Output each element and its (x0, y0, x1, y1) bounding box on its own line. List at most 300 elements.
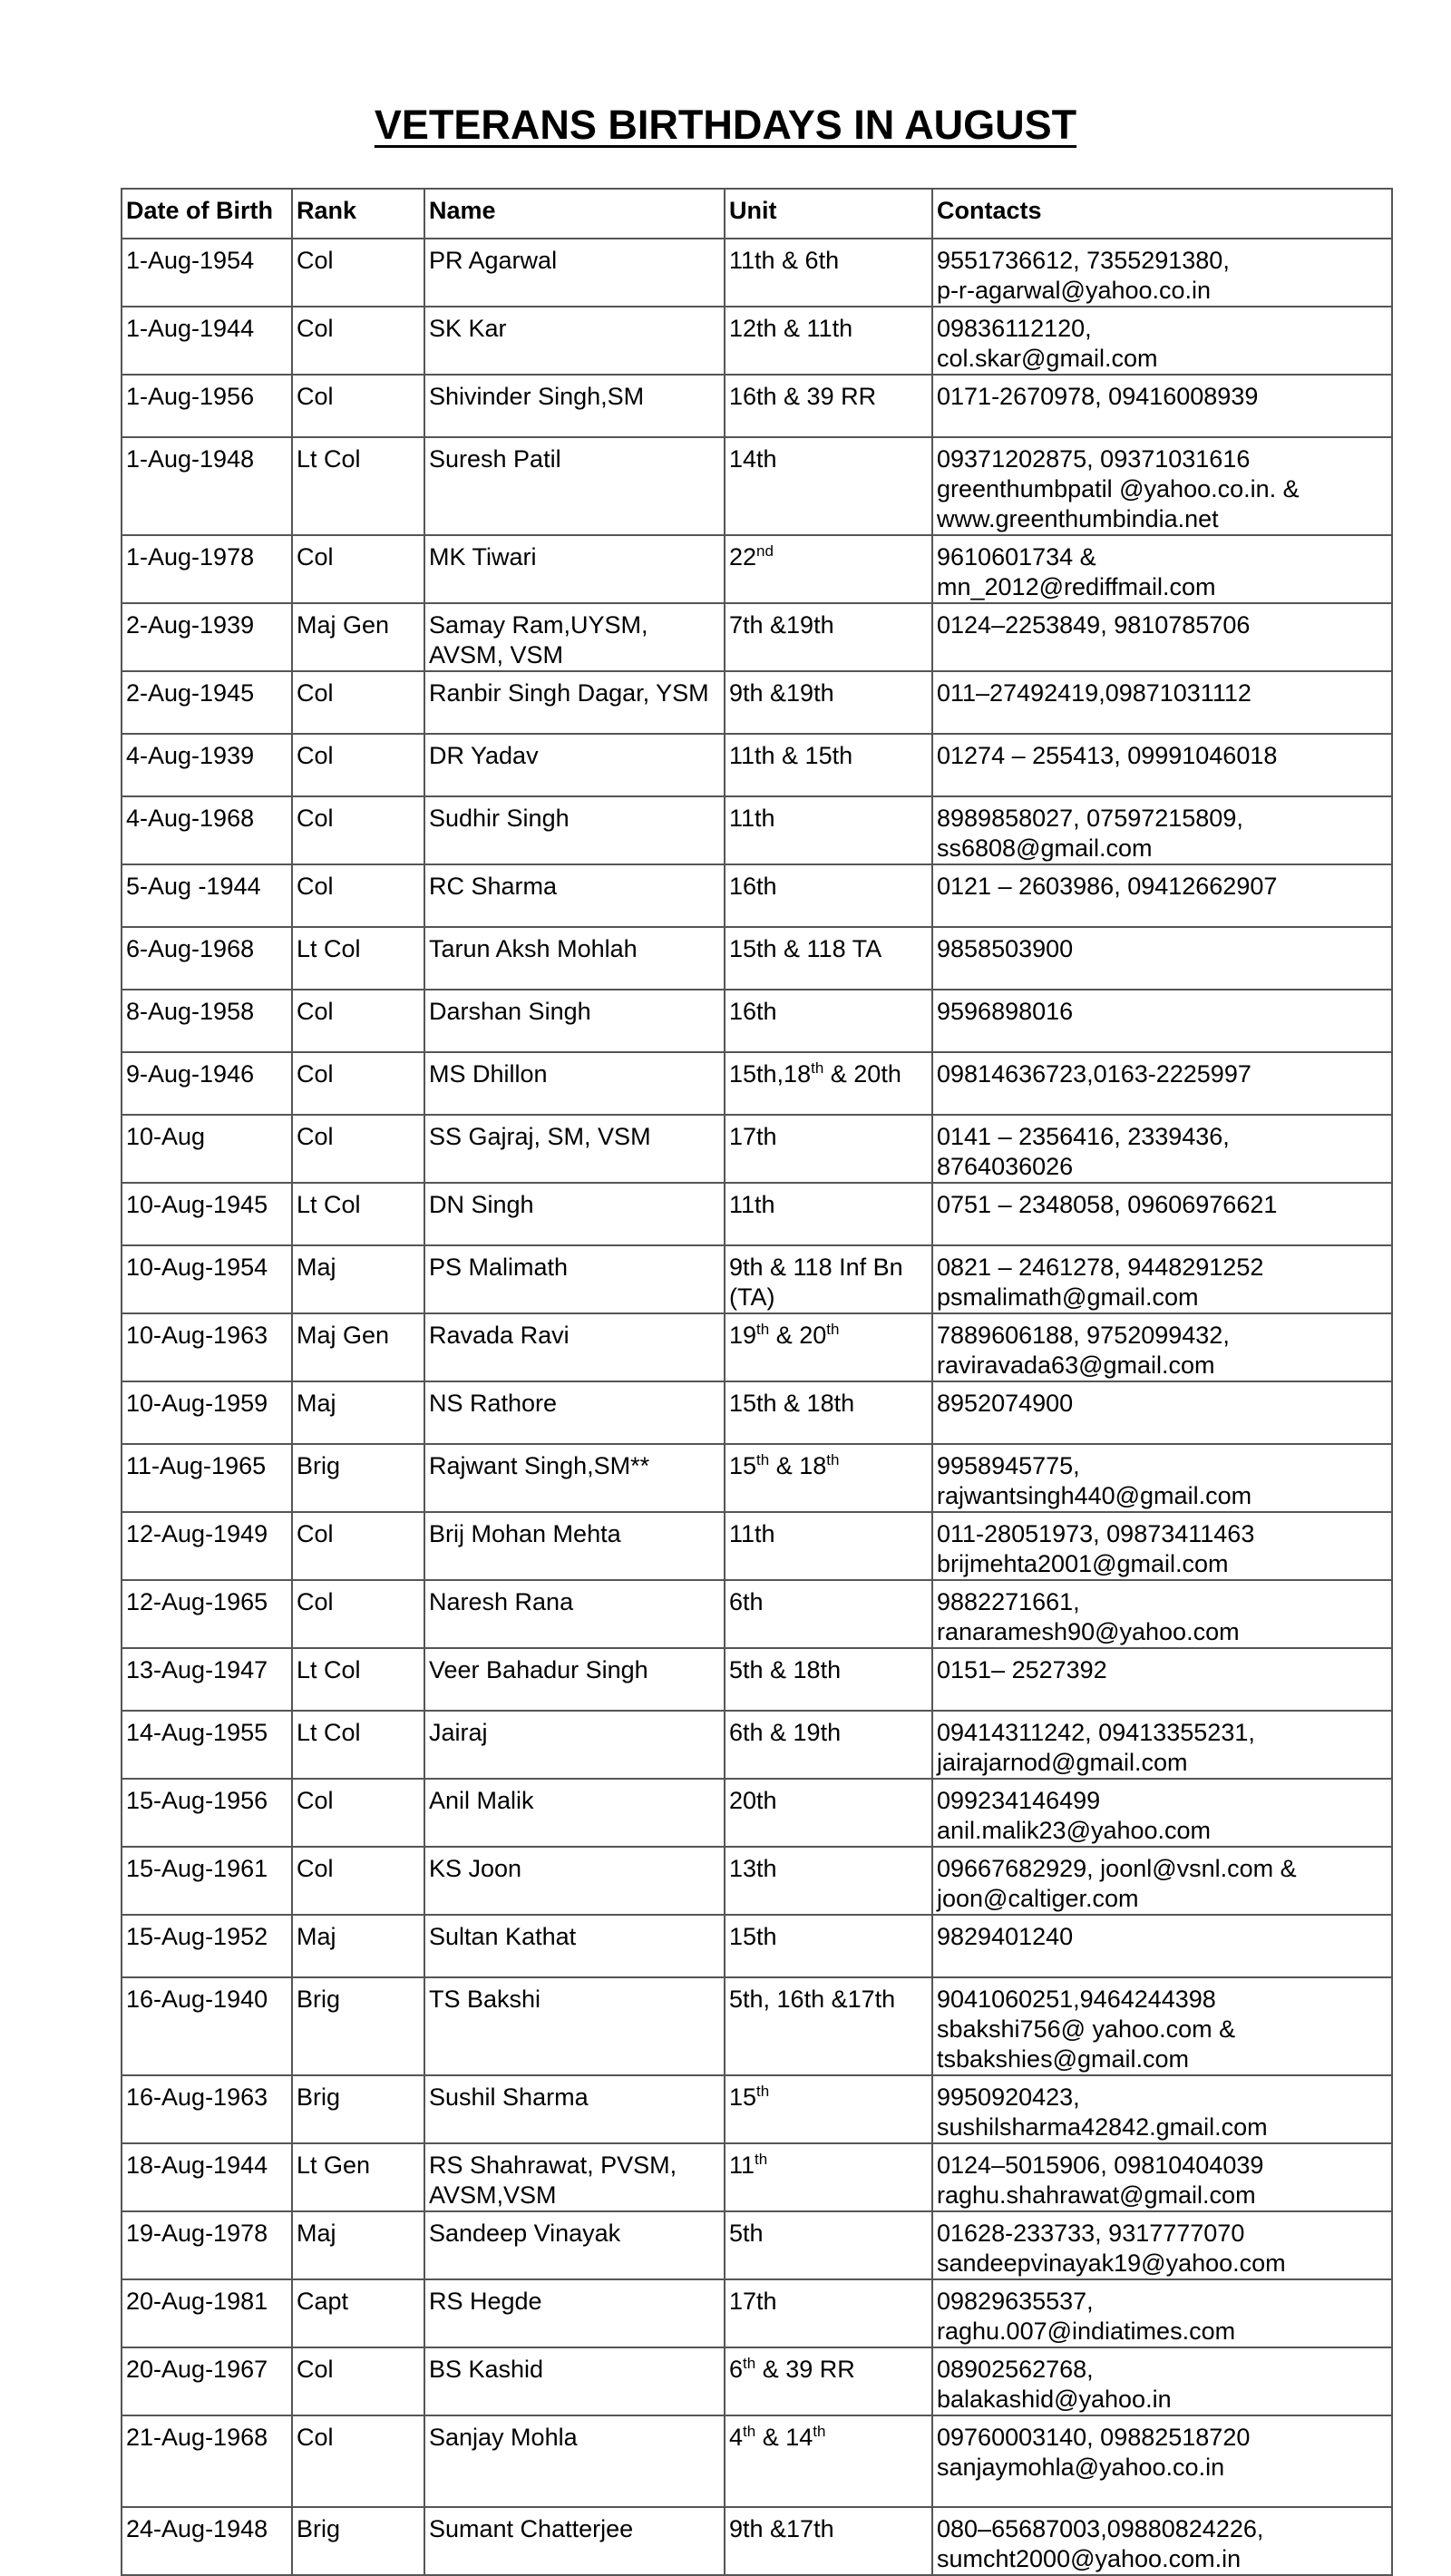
contact-line: tsbakshies@gmail.com (937, 2045, 1190, 2073)
unit-text: 15th & 18th (729, 1390, 855, 1417)
cell-dob: 9-Aug-1946 (122, 1052, 292, 1115)
cell-rank: Brig (292, 2507, 424, 2575)
contact-line: jairajarnod@gmail.com (937, 1749, 1188, 1776)
cell-name: MK Tiwari (424, 535, 725, 603)
cell-dob: 14-Aug-1955 (122, 1711, 292, 1779)
table-row (122, 437, 1392, 535)
cell-dob: 15-Aug-1956 (122, 1779, 292, 1847)
contact-line: 9041060251,9464244398 (937, 1986, 1216, 2013)
cell-name: Sumant Chatterjee (424, 2507, 725, 2575)
table-row (122, 1512, 1392, 1580)
cell-unit (725, 1779, 932, 1847)
cell-dob: 24-Aug-1948 (122, 2507, 292, 2575)
cell-rank: Col (292, 1115, 424, 1183)
unit-ordinal-suffix: th (813, 2423, 826, 2440)
cell-name: Naresh Rana (424, 1580, 725, 1648)
cell-unit (725, 1444, 932, 1512)
table-row (122, 2507, 1392, 2575)
contact-line: 011-28051973, 09873411463 (937, 1520, 1255, 1547)
unit-ordinal-suffix: th (826, 1321, 840, 1338)
cell-unit (725, 307, 932, 375)
cell-rank: Lt Gen (292, 2143, 424, 2211)
cell-unit (725, 1915, 932, 1977)
unit-text: 15 (729, 1452, 757, 1479)
contact-line: 9950920423, (937, 2083, 1080, 2111)
cell-unit (725, 1115, 932, 1183)
unit-text: 22 (729, 543, 757, 571)
cell-unit (725, 990, 932, 1052)
unit-ordinal-suffix: th (755, 2151, 768, 2168)
contact-line: 9958945775, (937, 1452, 1080, 1479)
unit-text: 6 (729, 2356, 744, 2383)
unit-text: 20th (729, 1787, 777, 1814)
cell-unit (725, 2347, 932, 2415)
unit-text: 16th (729, 873, 777, 900)
cell-contacts (932, 1245, 1392, 1313)
cell-contacts (932, 2075, 1392, 2143)
table-row (122, 307, 1392, 375)
table-row (122, 1580, 1392, 1648)
cell-unit (725, 1648, 932, 1711)
cell-contacts (932, 1183, 1392, 1245)
table-row (122, 1444, 1392, 1512)
cell-rank: Capt (292, 2279, 424, 2347)
cell-dob: 8-Aug-1958 (122, 990, 292, 1052)
contact-line: 01274 – 255413, 09991046018 (937, 742, 1278, 769)
table-row (122, 2143, 1392, 2211)
cell-dob: 5-Aug -1944 (122, 864, 292, 927)
cell-name: Sudhir Singh (424, 796, 725, 864)
unit-text: & 39 RR (755, 2356, 855, 2383)
table-row (122, 990, 1392, 1052)
unit-text: 5th & 18th (729, 1656, 842, 1683)
cell-unit (725, 2075, 932, 2143)
cell-contacts (932, 1115, 1392, 1183)
cell-dob: 11-Aug-1965 (122, 1444, 292, 1512)
cell-rank: Col (292, 990, 424, 1052)
unit-text: 5th (729, 2220, 764, 2247)
contact-line: raghu.007@indiatimes.com (937, 2317, 1236, 2345)
unit-text: & 14 (755, 2424, 813, 2451)
cell-rank: Col (292, 2415, 424, 2507)
cell-name: Sushil Sharma (424, 2075, 725, 2143)
unit-text: 11 (729, 2152, 755, 2179)
cell-rank: Col (292, 796, 424, 864)
unit-ordinal-suffix: th (756, 1321, 770, 1338)
cell-unit (725, 734, 932, 796)
cell-unit (725, 2279, 932, 2347)
cell-contacts (932, 2279, 1392, 2347)
cell-contacts (932, 1444, 1392, 1512)
table-row (122, 1381, 1392, 1444)
cell-rank: Maj (292, 1915, 424, 1977)
contact-line: sumcht2000@yahoo.com.in (937, 2545, 1242, 2572)
cell-dob: 12-Aug-1965 (122, 1580, 292, 1648)
table-header-row (122, 189, 1392, 239)
cell-rank: Maj Gen (292, 1313, 424, 1381)
contact-line: www.greenthumbindia.net (937, 505, 1219, 532)
contact-line: 9551736612, 7355291380, (937, 247, 1230, 274)
unit-text: 11th (729, 1520, 775, 1547)
unit-text: 15th (729, 1923, 777, 1950)
table-row (122, 796, 1392, 864)
cell-dob: 1-Aug-1956 (122, 375, 292, 437)
cell-contacts (932, 2143, 1392, 2211)
cell-name: NS Rathore (424, 1381, 725, 1444)
cell-rank: Lt Col (292, 1711, 424, 1779)
table-row (122, 1648, 1392, 1711)
cell-name: Suresh Patil (424, 437, 725, 535)
header-rank: Rank (292, 189, 424, 239)
cell-contacts (932, 671, 1392, 734)
cell-unit (725, 1847, 932, 1915)
cell-contacts (932, 796, 1392, 864)
unit-text: 14th (729, 445, 777, 473)
contact-line: balakashid@yahoo.in (937, 2386, 1172, 2413)
cell-unit (725, 1512, 932, 1580)
contact-line: 9829401240 (937, 1923, 1074, 1950)
cell-contacts (932, 734, 1392, 796)
page-title: VETERANS BIRTHDAYS IN AUGUST (374, 102, 1077, 148)
unit-text: 11th (729, 1191, 775, 1218)
contact-line: 09414311242, 09413355231, (937, 1719, 1255, 1746)
unit-ordinal-suffix: th (743, 2423, 756, 2440)
unit-text: 15th,18 (729, 1060, 812, 1088)
cell-rank: Col (292, 734, 424, 796)
cell-name: TS Bakshi (424, 1977, 725, 2075)
cell-rank: Brig (292, 1444, 424, 1512)
cell-name: Sanjay Mohla (424, 2415, 725, 2507)
unit-ordinal-suffix: th (743, 2355, 756, 2372)
cell-unit (725, 1711, 932, 1779)
cell-rank: Col (292, 1847, 424, 1915)
cell-rank: Maj Gen (292, 603, 424, 671)
contact-line: 9610601734 & (937, 543, 1096, 571)
unit-text: 7th &19th (729, 611, 834, 639)
cell-contacts (932, 1847, 1392, 1915)
table-row (122, 1711, 1392, 1779)
cell-contacts (932, 864, 1392, 927)
table-row (122, 1115, 1392, 1183)
cell-dob: 10-Aug-1963 (122, 1313, 292, 1381)
cell-dob: 21-Aug-1968 (122, 2415, 292, 2507)
cell-dob: 20-Aug-1981 (122, 2279, 292, 2347)
cell-dob: 2-Aug-1945 (122, 671, 292, 734)
contact-line: 9596898016 (937, 998, 1074, 1025)
cell-contacts (932, 375, 1392, 437)
cell-rank: Lt Col (292, 1648, 424, 1711)
cell-contacts (932, 2415, 1392, 2507)
cell-name: PR Agarwal (424, 239, 725, 307)
header-dob: Date of Birth (122, 189, 292, 239)
cell-rank: Col (292, 239, 424, 307)
table-row (122, 2347, 1392, 2415)
contact-line: 09371202875, 09371031616 (937, 445, 1251, 473)
cell-unit (725, 2415, 932, 2507)
unit-text: 11th & 6th (729, 247, 840, 274)
cell-rank: Col (292, 2347, 424, 2415)
cell-name: DR Yadav (424, 734, 725, 796)
veterans-table (121, 188, 1393, 2576)
cell-name: Sandeep Vinayak (424, 2211, 725, 2279)
unit-text: 6th & 19th (729, 1719, 842, 1746)
unit-text: & 20 (769, 1322, 827, 1349)
contact-line: 0151– 2527392 (937, 1656, 1107, 1683)
contact-line: 8764036026 (937, 1153, 1074, 1180)
contact-line: sandeepvinayak19@yahoo.com (937, 2249, 1286, 2277)
table-row (122, 2075, 1392, 2143)
contact-line: 0141 – 2356416, 2339436, (937, 1123, 1230, 1150)
cell-name: Sultan Kathat (424, 1915, 725, 1977)
cell-rank: Col (292, 1052, 424, 1115)
unit-text: 19 (729, 1322, 757, 1349)
cell-dob: 10-Aug-1959 (122, 1381, 292, 1444)
cell-unit (725, 1245, 932, 1313)
unit-text: 16th (729, 998, 777, 1025)
cell-dob: 1-Aug-1948 (122, 437, 292, 535)
table-row (122, 1847, 1392, 1915)
table-row (122, 2415, 1392, 2507)
contact-line: psmalimath@gmail.com (937, 1283, 1199, 1311)
cell-dob: 1-Aug-1954 (122, 239, 292, 307)
cell-contacts (932, 1381, 1392, 1444)
cell-name: Veer Bahadur Singh (424, 1648, 725, 1711)
unit-ordinal-suffix: th (811, 1059, 824, 1077)
cell-unit (725, 864, 932, 927)
cell-dob: 1-Aug-1978 (122, 535, 292, 603)
contact-line: 0124–5015906, 09810404039 (937, 2152, 1264, 2179)
contact-line: 0121 – 2603986, 09412662907 (937, 873, 1278, 900)
cell-name: Tarun Aksh Mohlah (424, 927, 725, 990)
contact-line: joon@caltiger.com (937, 1885, 1139, 1912)
cell-dob: 1-Aug-1944 (122, 307, 292, 375)
table-row (122, 1915, 1392, 1977)
cell-name: Ravada Ravi (424, 1313, 725, 1381)
cell-rank: Maj (292, 1381, 424, 1444)
cell-unit (725, 927, 932, 990)
table-row (122, 671, 1392, 734)
cell-contacts (932, 1512, 1392, 1580)
unit-text: 17th (729, 2288, 777, 2315)
table-row (122, 603, 1392, 671)
cell-contacts (932, 307, 1392, 375)
unit-text: & 20th (823, 1060, 901, 1088)
cell-unit (725, 796, 932, 864)
cell-name: Ranbir Singh Dagar, YSM (424, 671, 725, 734)
table-row (122, 375, 1392, 437)
contact-line: ss6808@gmail.com (937, 834, 1153, 862)
contact-line: 0821 – 2461278, 9448291252 (937, 1254, 1264, 1281)
cell-contacts (932, 535, 1392, 603)
contact-line: 09760003140, 09882518720 (937, 2424, 1251, 2451)
contact-line: 0171-2670978, 09416008939 (937, 383, 1259, 410)
contact-line: brijmehta2001@gmail.com (937, 1550, 1229, 1577)
unit-text: 9th &17th (729, 2515, 834, 2542)
unit-text: 15 (729, 2083, 757, 2111)
contact-line: 080–65687003,09880824226, (937, 2515, 1264, 2542)
contact-line: 8989858027, 07597215809, (937, 805, 1243, 832)
cell-name: SK Kar (424, 307, 725, 375)
unit-text: 11th (729, 805, 775, 832)
cell-contacts (932, 1313, 1392, 1381)
cell-contacts (932, 927, 1392, 990)
cell-dob: 20-Aug-1967 (122, 2347, 292, 2415)
table-row (122, 535, 1392, 603)
table-row (122, 239, 1392, 307)
cell-contacts (932, 2507, 1392, 2575)
contact-line: rajwantsingh440@gmail.com (937, 1482, 1252, 1509)
table-row (122, 2211, 1392, 2279)
cell-rank: Maj (292, 2211, 424, 2279)
unit-text: 5th, 16th &17th (729, 1986, 896, 2013)
cell-name: Samay Ram,UYSM, AVSM, VSM (424, 603, 725, 671)
contact-line: p-r-agarwal@yahoo.co.in (937, 277, 1212, 304)
cell-name: KS Joon (424, 1847, 725, 1915)
table-row (122, 1245, 1392, 1313)
cell-unit (725, 1580, 932, 1648)
contact-line: greenthumbpatil @yahoo.co.in. & (937, 475, 1300, 503)
contact-line: raviravada63@gmail.com (937, 1351, 1215, 1379)
cell-dob: 12-Aug-1949 (122, 1512, 292, 1580)
cell-contacts (932, 1052, 1392, 1115)
cell-contacts (932, 1580, 1392, 1648)
cell-name: BS Kashid (424, 2347, 725, 2415)
cell-name: MS Dhillon (424, 1052, 725, 1115)
cell-unit (725, 2507, 932, 2575)
cell-name: Brij Mohan Mehta (424, 1512, 725, 1580)
contact-line: 0124–2253849, 9810785706 (937, 611, 1251, 639)
contact-line: 08902562768, (937, 2356, 1094, 2383)
cell-unit (725, 1183, 932, 1245)
cell-rank: Lt Col (292, 927, 424, 990)
cell-contacts (932, 1915, 1392, 1977)
cell-contacts (932, 2211, 1392, 2279)
cell-rank: Lt Col (292, 437, 424, 535)
cell-dob: 6-Aug-1968 (122, 927, 292, 990)
unit-text: 11th & 15th (729, 742, 853, 769)
unit-ordinal-suffix: th (826, 1451, 840, 1469)
table-row (122, 1183, 1392, 1245)
header-unit: Unit (725, 189, 932, 239)
cell-contacts (932, 1779, 1392, 1847)
table-row (122, 1779, 1392, 1847)
cell-unit (725, 239, 932, 307)
unit-text: 4 (729, 2424, 744, 2451)
cell-dob: 13-Aug-1947 (122, 1648, 292, 1711)
contact-line: col.skar@gmail.com (937, 345, 1158, 372)
contact-line: sanjaymohla@yahoo.co.in (937, 2454, 1225, 2481)
table-row (122, 1313, 1392, 1381)
contact-line: ranaramesh90@yahoo.com (937, 1618, 1240, 1645)
cell-rank: Maj (292, 1245, 424, 1313)
cell-contacts (932, 1711, 1392, 1779)
cell-rank: Col (292, 1512, 424, 1580)
contact-line: 011–27492419,09871031112 (937, 679, 1251, 707)
cell-rank: Col (292, 375, 424, 437)
contact-line: sushilsharma42842.gmail.com (937, 2113, 1268, 2141)
cell-name: DN Singh (424, 1183, 725, 1245)
cell-unit (725, 437, 932, 535)
cell-name: RS Shahrawat, PVSM, AVSM,VSM (424, 2143, 725, 2211)
cell-unit (725, 2143, 932, 2211)
cell-name: Shivinder Singh,SM (424, 375, 725, 437)
cell-contacts (932, 239, 1392, 307)
cell-name: Anil Malik (424, 1779, 725, 1847)
unit-text: 9th &19th (729, 679, 834, 707)
cell-rank: Col (292, 671, 424, 734)
cell-dob: 10-Aug-1954 (122, 1245, 292, 1313)
cell-contacts (932, 990, 1392, 1052)
contact-line: 7889606188, 9752099432, (937, 1322, 1230, 1349)
header-name: Name (424, 189, 725, 239)
cell-contacts (932, 1977, 1392, 2075)
cell-dob: 4-Aug-1968 (122, 796, 292, 864)
contact-line: 09814636723,0163-2225997 (937, 1060, 1251, 1088)
contact-line: 0751 – 2348058, 09606976621 (937, 1191, 1278, 1218)
unit-text: 13th (729, 1855, 777, 1882)
unit-text: 9th & 118 Inf Bn (TA) (729, 1254, 903, 1311)
cell-unit (725, 1977, 932, 2075)
cell-unit (725, 2211, 932, 2279)
unit-text: 15th & 118 TA (729, 935, 882, 962)
table-row (122, 2279, 1392, 2347)
contact-line: 8952074900 (937, 1390, 1074, 1417)
cell-dob: 2-Aug-1939 (122, 603, 292, 671)
contact-line: 09836112120, (937, 315, 1092, 342)
contact-line: sbakshi756@ yahoo.com & (937, 2015, 1236, 2043)
contact-line: 099234146499 (937, 1787, 1101, 1814)
cell-unit (725, 671, 932, 734)
cell-contacts (932, 1648, 1392, 1711)
contact-line: 01628-233733, 9317777070 (937, 2220, 1245, 2247)
contact-line: 09667682929, joonl@vsnl.com & (937, 1855, 1297, 1882)
contact-line: raghu.shahrawat@gmail.com (937, 2181, 1256, 2209)
unit-text: 16th & 39 RR (729, 383, 877, 410)
cell-unit (725, 1052, 932, 1115)
cell-dob: 19-Aug-1978 (122, 2211, 292, 2279)
cell-dob: 16-Aug-1963 (122, 2075, 292, 2143)
cell-dob: 10-Aug (122, 1115, 292, 1183)
cell-rank: Lt Col (292, 1183, 424, 1245)
cell-unit (725, 1313, 932, 1381)
cell-contacts (932, 437, 1392, 535)
cell-name: RC Sharma (424, 864, 725, 927)
unit-text: 12th & 11th (729, 315, 853, 342)
table-row (122, 1052, 1392, 1115)
contact-line: anil.malik23@yahoo.com (937, 1817, 1212, 1844)
unit-ordinal-suffix: nd (756, 542, 774, 560)
cell-dob: 10-Aug-1945 (122, 1183, 292, 1245)
cell-dob: 15-Aug-1961 (122, 1847, 292, 1915)
table-row (122, 927, 1392, 990)
contact-line: mn_2012@rediffmail.com (937, 573, 1216, 600)
cell-rank: Brig (292, 1977, 424, 2075)
cell-unit (725, 603, 932, 671)
cell-contacts (932, 2347, 1392, 2415)
cell-name: SS Gajraj, SM, VSM (424, 1115, 725, 1183)
cell-name: Darshan Singh (424, 990, 725, 1052)
unit-text: 17th (729, 1123, 777, 1150)
cell-unit (725, 375, 932, 437)
cell-unit (725, 535, 932, 603)
cell-dob: 4-Aug-1939 (122, 734, 292, 796)
cell-rank: Col (292, 1580, 424, 1648)
unit-text: & 18 (769, 1452, 827, 1479)
unit-ordinal-suffix: th (756, 2083, 770, 2100)
table-row (122, 864, 1392, 927)
cell-name: RS Hegde (424, 2279, 725, 2347)
cell-unit (725, 1381, 932, 1444)
